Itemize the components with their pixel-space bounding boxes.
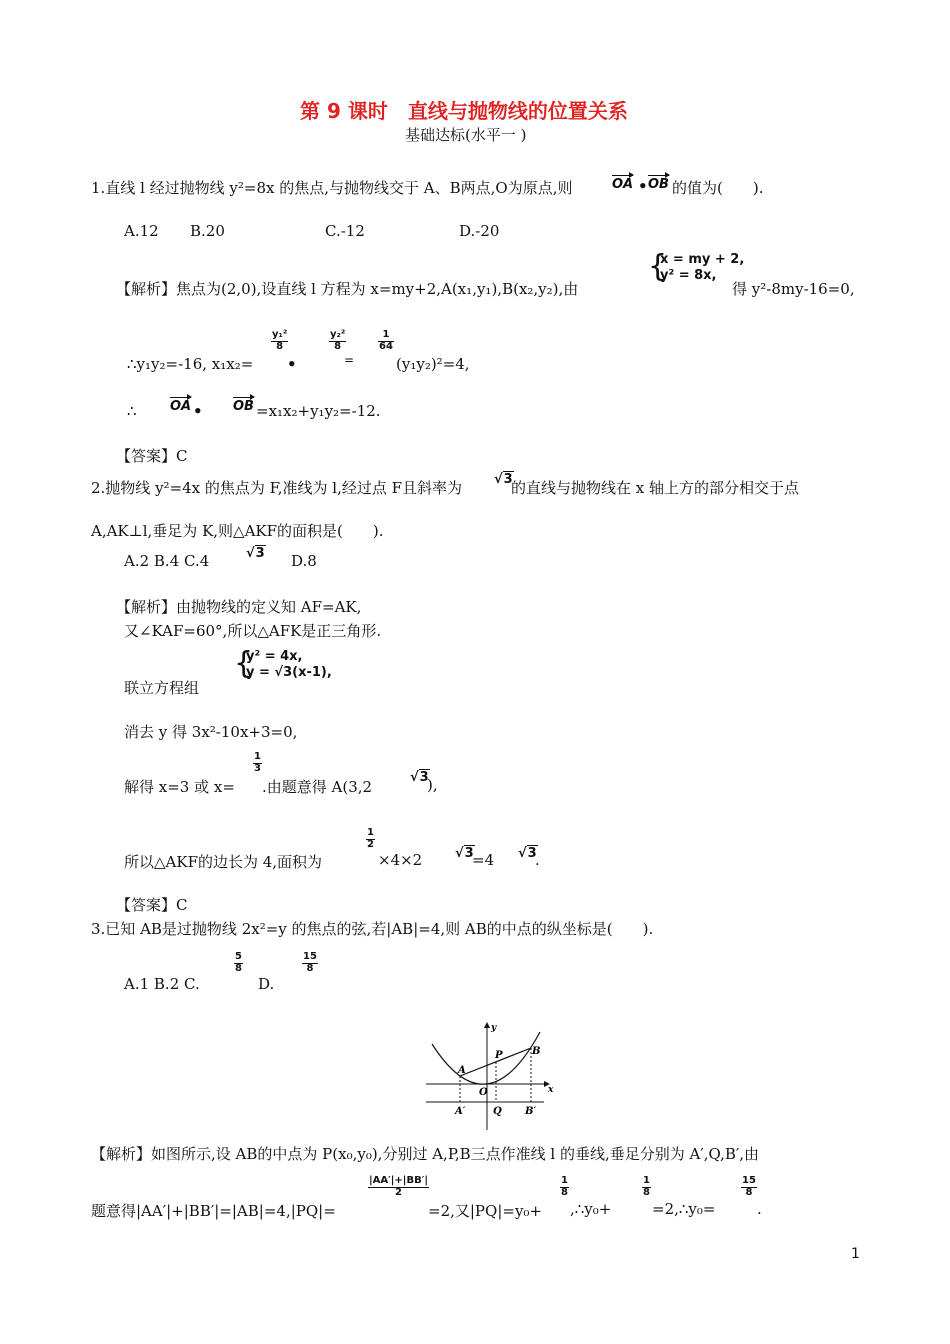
page-subtitle: 基础达标(水平一 ) [405, 126, 527, 144]
q2-stem-b: 的直线与抛物线在 x 轴上方的部分相交于点 [511, 479, 799, 497]
q1-dot-3: • [193, 402, 203, 420]
q3-analysis-line2-d: =2,∴y₀= [652, 1200, 716, 1218]
label-a: A [458, 1065, 466, 1076]
q2-analysis-line5-b: .由题意得 A(3,2 [262, 778, 373, 796]
label-a-prime: A′ [455, 1106, 466, 1117]
q3-fraction-aa-bb: $\frac{|AA'|+|BB'|}{2}$ [369, 1175, 428, 1198]
q2-analysis-line4: 消去 y 得 3x²-10x+3=0, [124, 723, 298, 741]
q3-stem: 3.已知 AB是过抛物线 2x²=y 的焦点的弦,若|AB|=4,则 AB的中点的纵坐标是( ). [91, 920, 654, 938]
q2-analysis-line6-c: =4 [472, 851, 495, 869]
q1-stem-tail: 的值为( ). [672, 179, 764, 197]
q3-analysis-line1: 【解析】如图所示,设 AB的中点为 P(x₀,y₀),分别过 A,P,B三点作准线 l 的垂线,垂足分别为 A′,Q,B′,由 [91, 1145, 760, 1163]
q1-analysis-line1: 【解析】焦点为(2,0),设直线 l 方程为 x=my+2,A(x₁,y₁),B(x₂,y₂),由 [116, 280, 579, 298]
q2-option-d: D.8 [291, 552, 317, 570]
q1-option-a: A.12 [124, 222, 159, 240]
q2-system-eq2: y = √3(x-1), [246, 665, 332, 681]
q2-analysis-line6-d: . [535, 851, 540, 869]
q3-option-d: D. [258, 975, 275, 993]
q1-system-eq1: { x = my + 2, [660, 252, 745, 267]
y-axis-arrow [484, 1022, 490, 1028]
q1-vector-oa: OA [612, 177, 634, 192]
q2-analysis-line3: 联立方程组 [124, 679, 200, 697]
q1-stem: 1.直线 l 经过抛物线 y²=8x 的焦点,与抛物线交于 A、B两点,O为原点,则 [91, 179, 573, 197]
q2-stem-line2: A,AK⊥l,垂足为 K,则△AKF的面积是( ). [91, 522, 384, 540]
q1-fraction-1-64: $\frac{1}{64}$ [379, 329, 393, 352]
q2-sqrt3: √3 [494, 472, 513, 487]
q2-line6-sqrt3-b: √3 [518, 846, 537, 861]
q2-equation-system [236, 649, 332, 682]
q3-analysis-line2-b: =2,又|PQ|=y₀+ [428, 1202, 543, 1220]
q2-analysis-line1: 【解析】由抛物线的定义知 AF=AK, [116, 598, 362, 616]
q2-option-sqrt3: √3 [246, 546, 265, 561]
q1-vector-ob: OB [648, 177, 669, 192]
parabola-figure [424, 1018, 560, 1136]
q1-answer: 【答案】C [116, 447, 188, 465]
page-number: 1 [851, 1246, 860, 1262]
label-b-prime: B′ [525, 1106, 537, 1117]
q2-options: A.2 B.4 C.4 [124, 552, 210, 570]
label-x: x [548, 1085, 554, 1095]
q1-vector-oa-2: OA [170, 399, 192, 414]
q3-analysis-line2-e: . [757, 1200, 762, 1218]
q3-fraction-15-8: $\frac{15}{8}$ [303, 951, 317, 974]
page-title: 第 9 课时 直线与抛物线的位置关系 [300, 99, 628, 123]
q2-analysis-line6-b: ×4×2 [378, 851, 423, 869]
label-y: y [491, 1023, 497, 1033]
q2-line5-sqrt3: √3 [410, 770, 429, 785]
q1-dot-2: • [287, 355, 297, 373]
q3-options: A.1 B.2 C. [124, 975, 200, 993]
q1-therefore: ∴ [127, 402, 137, 420]
q1-analysis-line3-tail: =x₁x₂+y₁y₂=-12. [256, 402, 381, 420]
q2-analysis-line6: 所以△AKF的边长为 4,面积为 [124, 853, 323, 871]
q2-fraction-1-2: $\frac{1}{2}$ [367, 827, 374, 850]
q3-analysis-line2: 题意得|AA′|+|BB′|=|AB|=4,|PQ|= [91, 1202, 336, 1220]
q1-equals: = [344, 353, 355, 367]
q3-analysis-line2-c: ,∴y₀+ [570, 1200, 612, 1218]
q1-system-eq2: y² = 8x, [660, 268, 717, 284]
q1-vector-ob-2: OB [233, 399, 254, 414]
parabola-curve [432, 1032, 540, 1084]
q1-fraction-y2: $\frac{\text{y₂²}}{8}$ [330, 329, 346, 352]
q2-analysis-line5-c: ), [427, 776, 438, 794]
q1-analysis-line2: ∴y₁y₂=-16, x₁x₂= [127, 355, 254, 373]
q1-equation-system [650, 252, 744, 285]
q2-stem: 2.抛物线 y²=4x 的焦点为 F,准线为 l,经过点 F且斜率为 [91, 479, 463, 497]
label-p: P [495, 1050, 503, 1061]
q3-fraction-1-8-b: $\frac{1}{8}$ [643, 1175, 650, 1198]
q2-fraction-1-3: $\frac{1}{3}$ [254, 751, 261, 774]
q2-answer: 【答案】C [116, 896, 188, 914]
q1-option-c: C.-12 [325, 222, 365, 240]
q1-analysis-line1-tail: 得 y²-8my-16=0, [732, 280, 855, 298]
label-b: B [532, 1046, 541, 1057]
q3-fraction-1-8-a: $\frac{1}{8}$ [561, 1175, 568, 1198]
q1-dot: • [638, 177, 648, 195]
q3-fraction-15-8-b: $\frac{15}{8}$ [742, 1175, 756, 1198]
label-o: O [479, 1087, 488, 1098]
q2-system-eq1: { y² = 4x, [246, 649, 303, 664]
q1-option-d: D.-20 [459, 222, 500, 240]
q3-fraction-5-8: $\frac{5}{8}$ [235, 951, 242, 974]
q1-fraction-y1: $\frac{\text{y₁²}}{8}$ [272, 329, 288, 352]
q2-analysis-line2: 又∠KAF=60°,所以△AFK是正三角形. [124, 622, 382, 640]
q1-analysis-line2-tail: (y₁y₂)²=4, [396, 355, 470, 373]
q2-line6-sqrt3-a: √3 [455, 846, 474, 861]
q2-analysis-line5: 解得 x=3 或 x= [124, 778, 235, 796]
label-q: Q [493, 1106, 502, 1117]
q1-option-b: B.20 [190, 222, 225, 240]
